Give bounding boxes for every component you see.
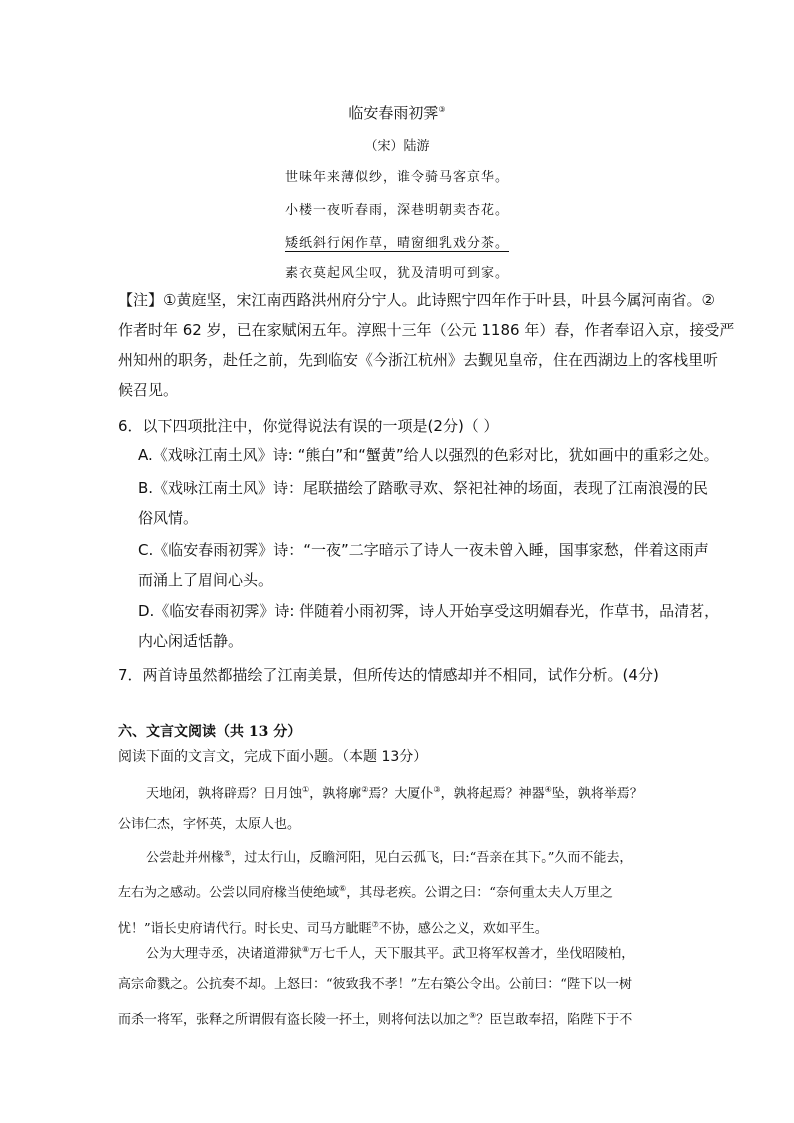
annotation-note — [118, 285, 735, 405]
option-line: A.《戏咏江南土风》诗: “熊白”和“蟹黄”给人以强烈的色彩对比，犹如画中的重彩之处。 — [138, 446, 719, 464]
poem-line: 世味年来薄似纱，谁令骑马客京华。 — [284, 170, 509, 185]
classical-line: 而杀一将军，张释之所谓假有盗长陵一抔土，则将何法以加之⑨？臣岂敢奉招，陷陛下于不 — [118, 1011, 633, 1028]
classical-line: 天地闭，孰将辟焉？日月蚀①，孰将廓②焉？大厦仆③，孰将起焉？神器④坠，孰将举焉？ — [146, 785, 643, 802]
classical-line: 公讳仁杰，字怀英，太原人也。 — [118, 817, 301, 833]
classical-paragraph-2 — [118, 838, 684, 944]
classical-line: 公为大理寺丞，决诸道滞狱⑧万七千人，天下服其平。武卫将军权善才，坐伐昭陵柏， — [146, 945, 635, 962]
poem-title-text: 临安春雨初霁 — [348, 104, 439, 122]
note-line: 作者时年 62 岁，已在家赋闲五年。淳熙十三年（公元 1186 年）春，作者奉诏入京，接受严 — [118, 321, 735, 339]
option-line: C.《临安春雨初霁》诗：“一夜”二字暗示了诗人一夜未曾入睡，国事家愁，伴着这雨声 — [138, 541, 709, 559]
poem-title — [0, 102, 794, 123]
classical-line: 高宗命戮之。公抗奏不却。上怒曰：“彼致我不孝！”左右築公令出。公前曰：“陛下以一树 — [118, 977, 632, 993]
note-line: 【注】①黄庭坚，宋江南西路洪州府分宁人。此诗熙宁四年作于叶县，叶县今属河南省。② — [118, 291, 715, 309]
note-line: 州知州的职务，赴任之前，先到临安《今浙江杭州》去觐见皇帝，住在西湖边上的客栈里听 — [118, 351, 719, 369]
classical-paragraph-3 — [118, 934, 684, 1036]
option-line: 俗风情。 — [138, 509, 199, 527]
question-6-stem: 6．以下四项批注中，你觉得说法有误的一项是(2分)（ ） — [118, 417, 499, 435]
option-line: D.《临安春雨初霁》诗: 伴随着小雨初霁，诗人开始享受这明媚春光，作草书，品清茗， — [138, 602, 720, 620]
question-6-option-c — [138, 535, 709, 595]
question-6-option-a — [138, 440, 719, 470]
poem-line-underlined — [0, 232, 794, 251]
question-6-option-b — [138, 473, 709, 533]
poem-title-note: ③ — [438, 105, 446, 114]
classical-line: 公尝赴并州椽⑤，过太行山，反瞻河阳，见白云孤飞，曰:“吾亲在其下。”久而不能去， — [146, 849, 633, 866]
section-6-instruction: 阅读下面的文言文，完成下面小题。（本题 13分） — [118, 749, 428, 765]
option-line: B.《戏咏江南土风》诗：尾联描绘了踏歌寻欢、祭祀社神的场面，表现了江南浪漫的民 — [138, 479, 709, 497]
section-6-title: 六、文言文阅读（共 13 分） — [118, 724, 302, 740]
option-line: 内心闲适恬静。 — [138, 632, 244, 650]
poem-author: （宋）陆游 — [364, 139, 430, 154]
poem-line: 素衣莫起风尘叹，犹及清明可到家。 — [284, 266, 509, 281]
classical-line: 忧！”诣长史府请代行。时长史、司马方眦睚⑦不协，感公之义，欢如平生。 — [118, 919, 548, 936]
question-7-stem: 7．两首诗虽然都描绘了江南美景，但所传达的情感却并不相同，试作分析。(4分) — [118, 666, 659, 684]
poem-line: 小楼一夜听春雨，深巷明朝卖杏花。 — [284, 203, 509, 218]
option-line: 而涌上了眉间心头。 — [138, 571, 274, 589]
note-line: 候召见。 — [118, 381, 179, 399]
classical-line: 左右为之感动。公尝以同府椽当使绝域⑥，其母老疾。公谓之曰：“奈何重太夫人万里之 — [118, 884, 613, 901]
question-6-option-d — [138, 596, 720, 656]
classical-paragraph-1 — [118, 774, 684, 840]
poem-line: 矮纸斜行闲作草，晴窗细乳戏分茶。 — [284, 236, 509, 251]
